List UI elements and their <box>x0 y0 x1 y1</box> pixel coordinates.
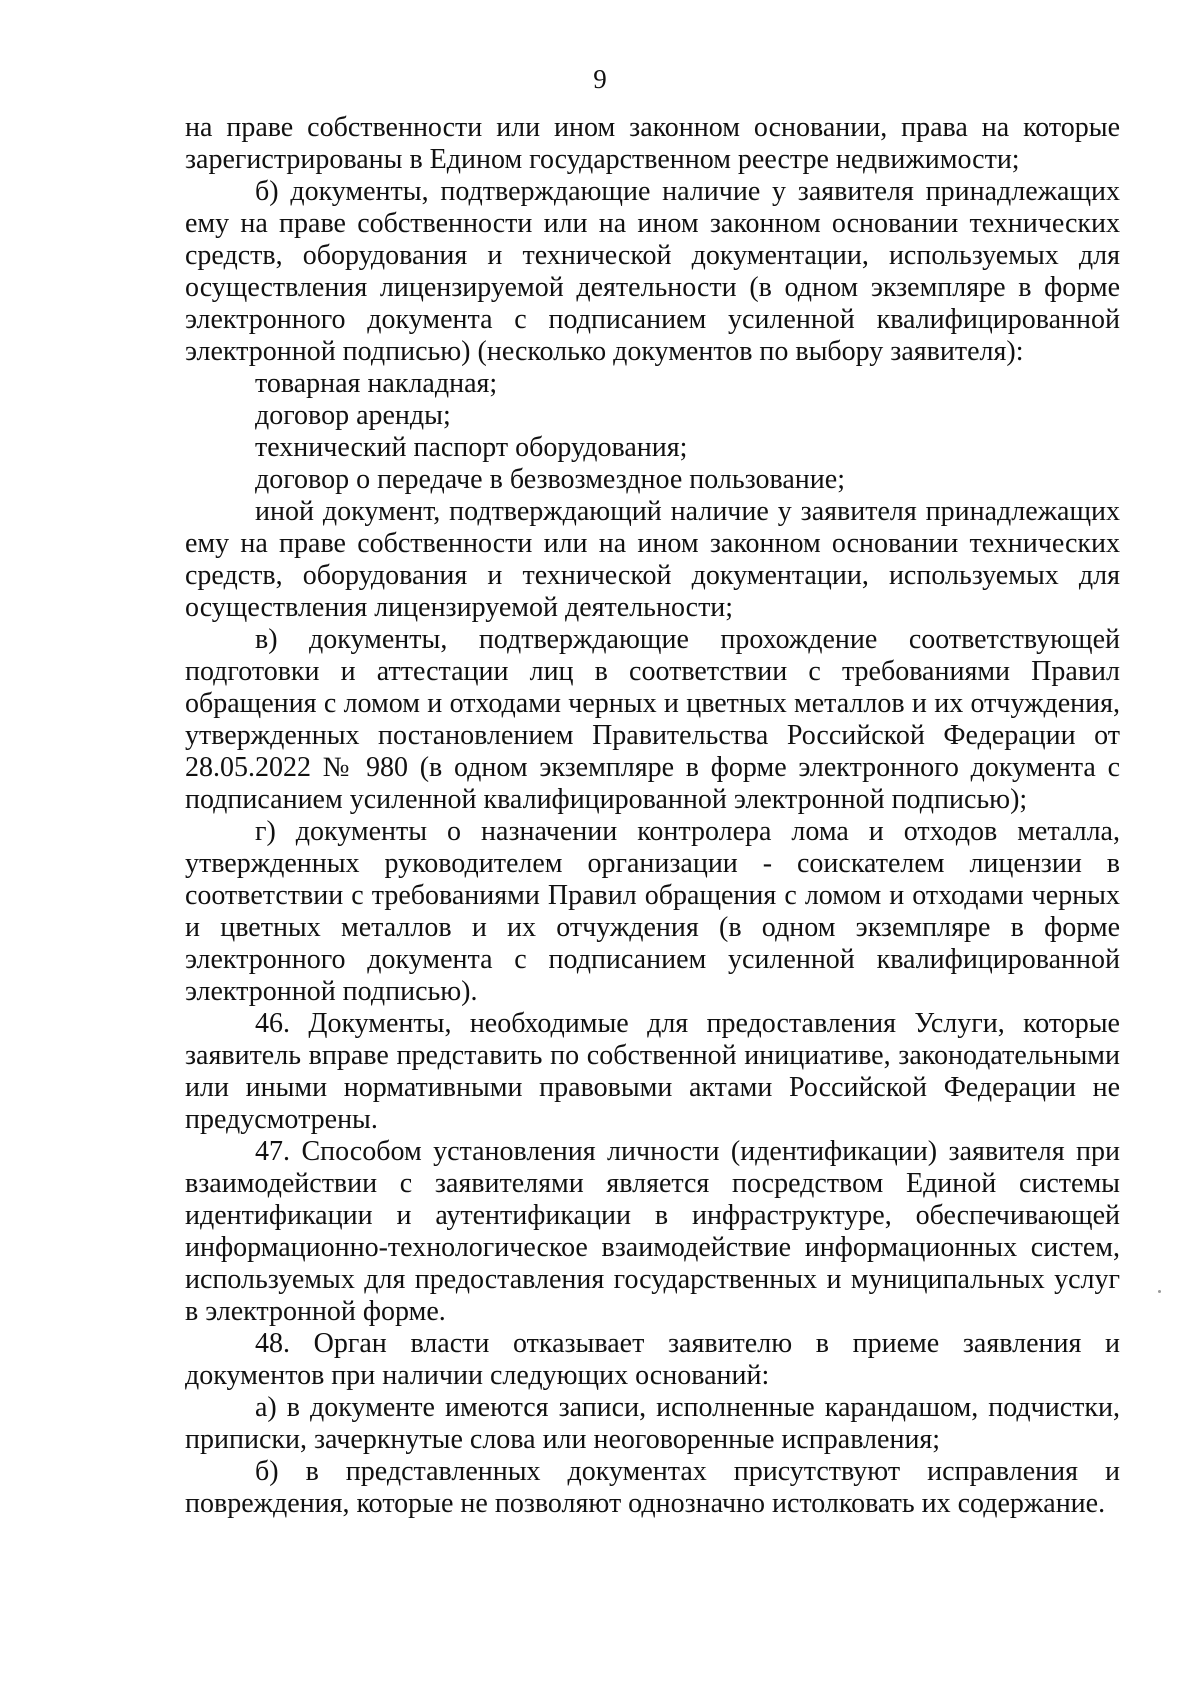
paragraph: б) в представленных документах присутствуют исправления и повреждения, которые не позволяют однозначно истолковать их содержание. <box>185 1456 1120 1519</box>
paragraph: 46. Документы, необходимые для предоставления Услуги, которые заявитель вправе представить по собственной инициативе, законодательными или иными нормативными правовыми актами Российской Федерации не предусмотрены. <box>185 1008 1120 1135</box>
paragraph: г) документы о назначении контролера лома и отходов металла, утвержденных руководителем организации - соискателем лицензии в соответствии с требованиями Правил обращения с ломом и отходами черных и цветных металлов и их отчуждения (в одном экземпляре в форме электронного документа с подписанием усиленной квалифицированной электронной подписью). <box>185 816 1120 1007</box>
list-item: технический паспорт оборудования; <box>255 432 688 463</box>
paragraph: в) документы, подтверждающие прохождение соответствующей подготовки и аттестации лиц в соответствии с требованиями Правил обращения с ломом и отходами черных и цветных металлов и их отчуждения, утвержденных постановлением Правительства Российской Федерации от 28.05.2022 № 980 (в одном экземпляре в форме электронного документа с подписанием усиленной квалифицированной электронной подписью); <box>185 624 1120 815</box>
paragraph: б) документы, подтверждающие наличие у заявителя принадлежащих ему на праве собственности или на ином законном основании технических средств, оборудования и технической документации, используемых для осуществления лицензируемой деятельности (в одном экземпляре в форме электронного документа с подписанием усиленной квалифицированной электронной подписью) (несколько документов по выбору заявителя): <box>185 176 1120 367</box>
document-body <box>185 112 1120 1520</box>
paragraph: 48. Орган власти отказывает заявителю в приеме заявления и документов при наличии следующих оснований: <box>185 1328 1120 1391</box>
paragraph: а) в документе имеются записи, исполненные карандашом, подчистки, приписки, зачеркнутые слова или неоговоренные исправления; <box>185 1392 1120 1455</box>
list-item: иной документ, подтверждающий наличие у заявителя принадлежащих ему на праве собственности или на ином законном основании технических средств, оборудования и технической документации, используемых для осуществления лицензируемой деятельности; <box>185 496 1120 623</box>
paragraph: 47. Способом установления личности (идентификации) заявителя при взаимодействии с заявителями является посредством Единой системы идентификации и аутентификации в инфраструктуре, обеспечивающей информационно-технологическое взаимодействие информационных систем, используемых для предоставления государственных и муниципальных услуг в электронной форме. <box>185 1136 1120 1327</box>
list-item: товарная накладная; <box>255 368 498 399</box>
list-item: договор аренды; <box>255 400 451 431</box>
list-item: договор о передаче в безвозмездное пользование; <box>255 464 845 495</box>
page-number: 9 <box>593 64 607 94</box>
paragraph: на праве собственности или ином законном основании, права на которые зарегистрированы в Едином государственном реестре недвижимости; <box>185 112 1120 175</box>
scan-speck <box>1158 1290 1161 1293</box>
